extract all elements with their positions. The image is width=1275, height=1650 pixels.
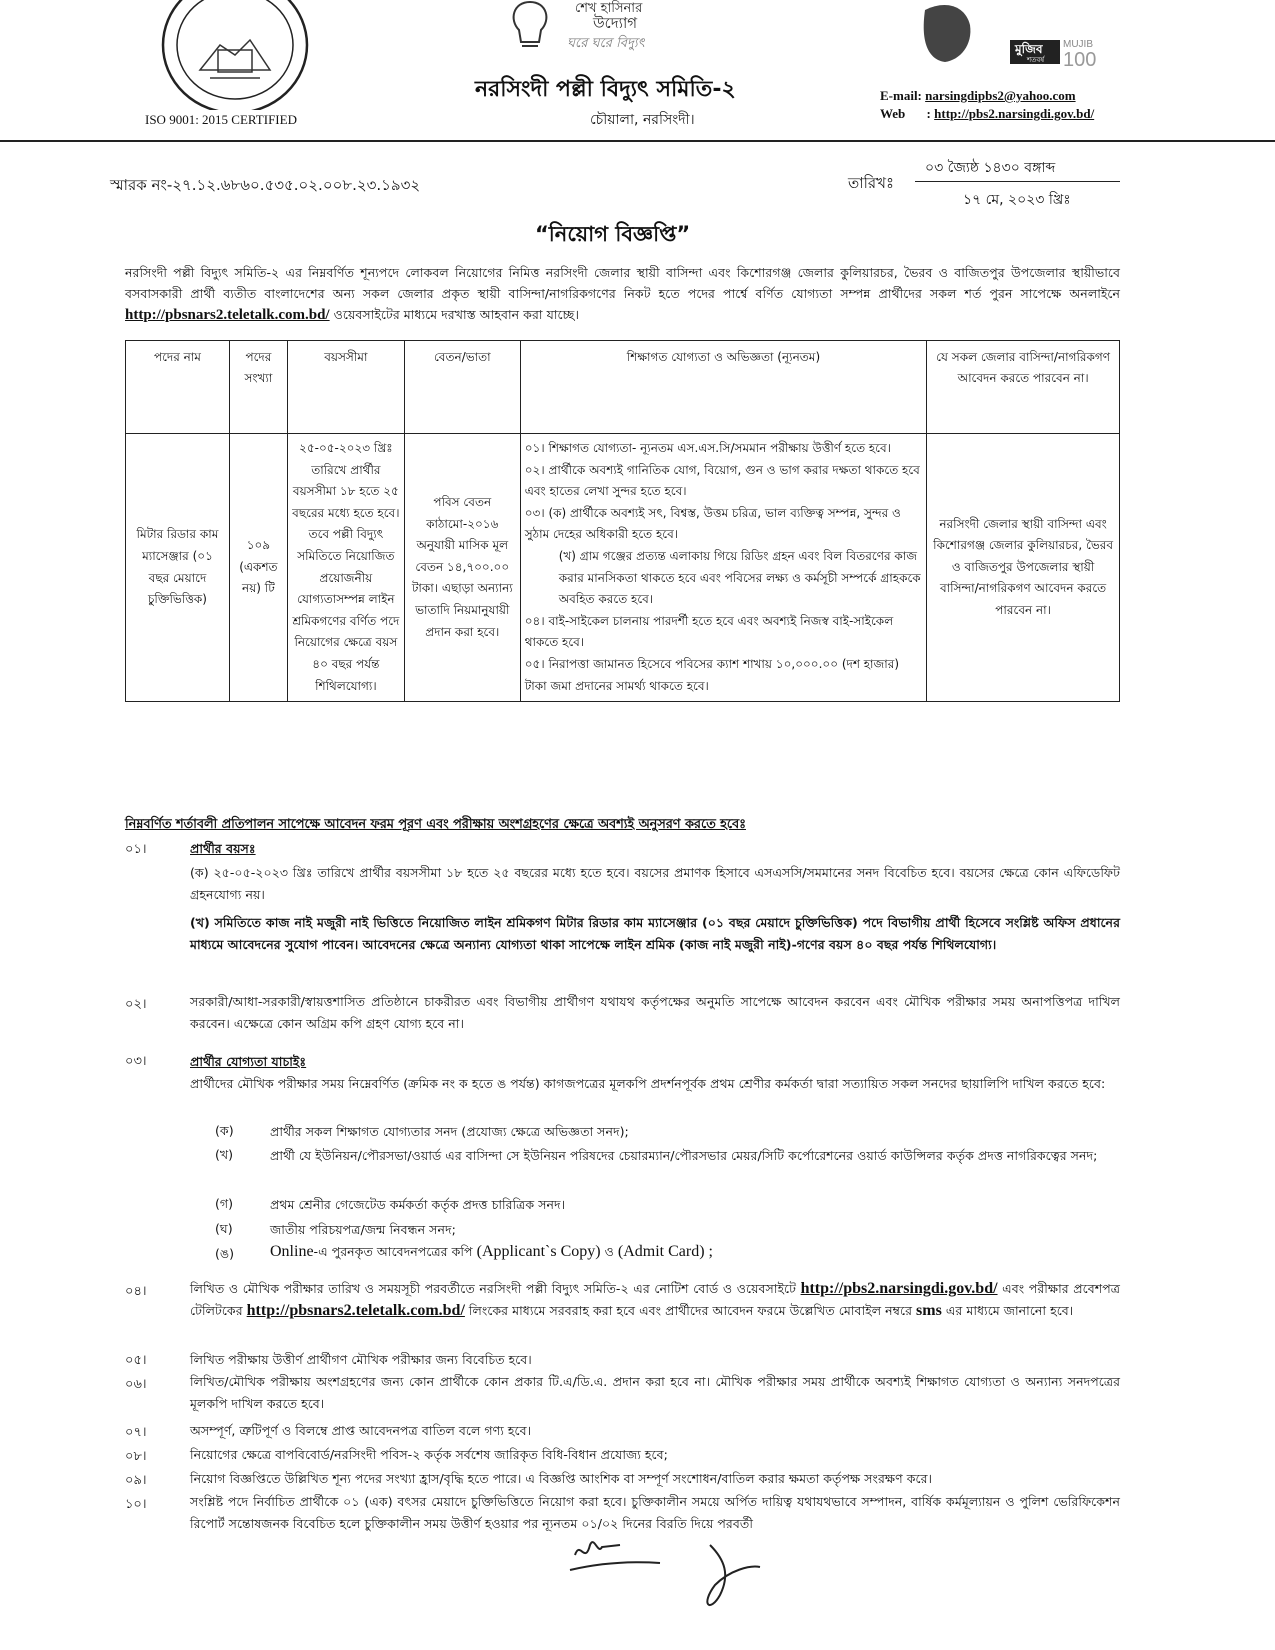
c4-text-2: এবং পরীক্ষার প্রবেশপত্র টেলিটকের [190,1281,1120,1318]
qualification-item: ০১। শিক্ষাগত যোগ্যতা- ন্যূনতম এস.এস.সি/সমমান পরীক্ষায় উত্তীর্ণ হতে হবে। [524,441,891,455]
condition-text: অসম্পূর্ণ, ত্রুটিপূর্ণ ও বিলম্বে প্রাপ্ত আবেদনপত্র বাতিল বলে গণ্য হবে। [190,1423,532,1438]
header-count: পদের সংখ্যা [229,341,287,434]
intro-text-before: নরসিংদী পল্লী বিদ্যুৎ সমিতি-২ এর নিম্নবর্ণিত শূন্যপদে লোকবল নিয়োগের নিমিত্ত নরসিংদী জেলার স্থায়ী বাসিন্দা এবং কিশোরগঞ্জ জেলার কুলিয়ারচর, ভৈরব ও বাজিতপুর উপজেলার স্থায়ীভাবে বসবাসকারী প্রার্থী ব্যতীত বাংলাদেশের অন্য সকল জেলার প্রকৃত স্থায়ী বাসিন্দা/নাগরিকগণের নিকট হতে পদের পার্শ্বে বর্ণিত যোগ্যতা সম্পন্ন প্রার্থীদের সকল শর্ত পুরন সাপেক্ষে অনলাইনে [125,265,1120,301]
condition-number: ০৩। [125,1054,147,1069]
mujib-en-text: MUJIB [1063,39,1093,50]
cell-age: ২৫-০৫-২০২৩ খ্রিঃ তারিখে প্রার্থীর বয়সসীমা ১৮ হতে ২৫ বছরের মধ্যে হতে হবে। তবে পল্লী বিদ্যুৎ সমিতিতে নিয়োজিত প্রয়োজনীয় যোগ্যতাসম্পন্ন লাইন শ্রমিকগণের বর্ণিত পদে নিয়োগের ক্ষেত্রে বয়স ৪০ বছর পর্যন্ত শিথিলযোগ্য। [287,434,404,702]
web-label: Web [880,106,906,121]
conditions-heading: নিম্নবর্ণিত শর্তাবলী প্রতিপালন সাপেক্ষে আবেদন ফরম পূরণ এবং পরীক্ষায় অংশগ্রহণের ক্ষেত্রে অবশ্যই অনুসরণ করতে হবেঃ [125,817,746,832]
notice-board-link[interactable]: http://pbs2.narsingdi.gov.bd/ [800,1280,998,1297]
header-district: যে সকল জেলার বাসিন্দা/নাগরিকগণ আবেদন করতে পারবেন না। [927,341,1120,434]
intro-text-after: ওয়েবসাইটের মাধ্যমে দরখাস্ত আহবান করা যাচ্ছে। [333,307,579,322]
date-divider [915,181,1120,182]
applicant-copy-text: (Applicant`s Copy) [476,1243,601,1260]
header-qualification: শিক্ষাগত যোগ্যতা ও অভিজ্ঞতা (ন্যূনতম) [520,341,926,434]
doc-item-letter: (ঙ) [215,1246,235,1261]
signatures [560,1525,790,1625]
online-copy-text: -এ পুরনকৃত আবেদনপত্রের কপি [313,1244,473,1259]
c4-text-4: এর মাধ্যমে জানানো হবে। [945,1303,1074,1318]
application-link[interactable]: http://pbsnars2.teletalk.com.bd/ [125,307,330,323]
email-link[interactable]: narsingdipbs2@yahoo.com [925,88,1076,103]
admit-card-link[interactable]: http://pbsnars2.teletalk.com.bd/ [246,1302,465,1319]
mujib-bn-text: মুজিব [1015,42,1043,56]
cell-count: ১০৯ (একশত নয়) টি [229,434,287,702]
email-label: E-mail: [880,88,922,103]
qualification-item: ০৫। নিরাপত্তা জামানত হিসেবে পবিসের ক্যাশ শাখায় ১০,০০০.০০ (দশ হাজার) টাকা জমা প্রদানের সামর্থ্য থাকতে হবে। [524,656,900,693]
web-row [880,106,1094,122]
online-word: Online [270,1243,314,1260]
logo-main-text: উদ্যোগ [593,14,638,32]
doc-item-text: প্রার্থীর সকল শিক্ষাগত যোগ্যতার সনদ (প্রযোজ্য ক্ষেত্রে অভিজ্ঞতা সনদ); [270,1124,629,1139]
cell-qualification [520,434,926,702]
date-english: ১৭ মে, ২০২৩ খ্রিঃ [963,192,1071,208]
cell-salary: পবিস বেতন কাঠামো-২০১৬ অনুযায়ী মাসিক মূল বেতন ১৪,৭০০.০০ টাকা। এছাড়া অন্যান্য ভাতাদি নিয়মানুযায়ী প্রদান করা হবে। [404,434,520,702]
condition-text [190,1278,1120,1322]
mujib-num-text: 100 [1063,49,1097,70]
organization-address: চৌয়ালা, নরসিংদী। [590,112,695,128]
condition-text: প্রার্থীদের মৌখিক পরীক্ষার সময় নিম্নেবর্ণিত (ক্রমিক নং ক হতে ঙ পর্যন্ত) কাগজপত্রের মূলকপি প্রদর্শনপূর্বক প্রথম শ্রেণীর কর্মকর্তা দ্বারা সত্যায়িত সকল সনদের ছায়ালিপি দাখিল করতে হবে: [190,1076,1106,1091]
condition-number: ০৫। [125,1353,147,1368]
header-salary: বেতন/ভাতা [404,341,520,434]
web-separator: : [926,106,931,121]
condition-title: প্রার্থীর বয়সঃ [190,841,256,856]
qualification-item: ০৪। বাই-সাইকেল চালনায় পারদর্শী হতে হবে এবং অবশ্যই নিজস্ব বাই-সাইকেল থাকতে হবে। [524,613,894,650]
date-bangla: ০৩ জ্যৈষ্ঠ ১৪৩০ বঙ্গাব্দ [925,160,1056,176]
condition-number: ১০। [125,1497,147,1512]
logo-top-text: শেখ হাসিনার [575,1,643,16]
and-text: ও [604,1244,614,1259]
doc-item-letter: (গ) [215,1196,234,1211]
condition-number: ০৮। [125,1449,147,1464]
date-label: তারিখঃ [848,174,894,192]
header-age: বয়সসীমা [287,341,404,434]
bulb-initiative-logo [495,0,720,55]
condition-text: লিখিত/মৌখিক পরীক্ষায় অংশগ্রহণের জন্য কোন প্রার্থীকে কোন প্রকার টি.এ/ডি.এ. প্রদান করা হবে না। মৌখিক পরীক্ষার সময় প্রার্থীকে অবশ্যই শিক্ষাগত যোগ্যতা ও অন্যান্য সনদপত্রের মূলকপি দাখিল করতে হবে। [190,1374,1120,1411]
logo-sub-text: ঘরে ঘরে বিদ্যুৎ [567,36,645,51]
condition-text: লিখিত পরীক্ষায় উত্তীর্ণ প্রার্থীগণ মৌখিক পরীক্ষার জন্য বিবেচিত হবে। [190,1352,532,1367]
condition-title: প্রার্থীর যোগ্যতা যাচাইঃ [190,1054,307,1069]
c4-text-1: লিখিত ও মৌখিক পরীক্ষার তারিখ ও সময়সূচী পরবর্তীতে নরসিংদী পল্লী বিদ্যুৎ সমিতি-২ এর নোটিশ বোর্ড ও ওয়েবসাইটে [190,1281,796,1296]
doc-item-letter: (খ) [215,1147,234,1162]
cell-post: মিটার রিডার কাম ম্যাসেঞ্জার (০১ বছর মেয়াদে চুক্তিভিত্তিক) [126,434,230,702]
mujib-sub-text: শতবর্ষ [1027,56,1045,64]
condition-number: ০১। [125,842,147,857]
condition-number: ০৭। [125,1425,147,1440]
pbs-seal-logo [150,0,320,110]
doc-item-text [270,1241,1120,1262]
condition-text: (ক) ২৫-০৫-২০২৩ খ্রিঃ তারিখে প্রার্থীর বয়সসীমা ১৮ হতে ২৫ বছরের মধ্যে হতে হবে। বয়সের প্রমাণক হিসাবে এসএসসি/সমমানের সনদ বিবেচিত হবে। বয়সের ক্ষেত্রে কোন এফিডেফিট গ্রহনযোগ্য নয়। [190,865,1120,902]
table-header-row [126,341,1120,434]
header-divider [0,140,1275,142]
organization-name: নরসিংদী পল্লী বিদ্যুৎ সমিতি-২ [475,77,736,102]
vacancy-table [125,340,1120,702]
intro-paragraph [125,262,1120,326]
sms-word: sms [916,1302,942,1319]
doc-item-letter: (ক) [215,1123,234,1138]
qualification-item: ০৩। (ক) প্রার্থীকে অবশ্যই সৎ, বিশ্বস্ত, উত্তম চরিত্র, ভাল ব্যক্তিত্ব সম্পন্ন, সুন্দর ও সুঠাম দেহের অধিকারী হতে হবে। [524,505,901,542]
doc-item-text: প্রার্থী যে ইউনিয়ন/পৌরসভা/ওয়ার্ড এর বাসিন্দা সে ইউনিয়ন পরিষদের চেয়ারম্যান/পৌরসভার মেয়র/সিটি কর্পোরেশনের ওয়ার্ড কাউন্সিলর কর্তৃক প্রদত্ত নাগরিকত্বের সনদ; [270,1148,1098,1163]
mujib-100-logo [915,0,1110,70]
notice-title: “নিয়োগ বিজ্ঞপ্তি” [535,222,691,246]
header-post: পদের নাম [126,341,230,434]
condition-text: সংশ্লিষ্ট পদে নির্বাচিত প্রার্থীকে ০১ (এক) বৎসর মেয়াদে চুক্তিভিত্তিতে নিয়োগ করা হবে। চুক্তিকালীন সময়ে অর্পিত দায়িত্ব যথাযথভাবে সম্পাদন, বার্ষিক কর্মমূল্যায়ন ও পুলিশ ভেরিফিকেশন রিপোর্ট সন্তোষজনক বিবেচিত হলে চুক্তিকালীন সময় উত্তীর্ণ হওয়ার পর ন্যূনতম ০১/০২ দিনের বিরতি দিয়ে পরবর্তী [190,1494,1120,1531]
condition-number: ০৯। [125,1473,147,1488]
condition-number: ০২। [125,997,147,1012]
admit-card-text: (Admit Card) ; [617,1243,713,1260]
doc-item-text: প্রথম শ্রেনীর গেজেটেড কর্মকর্তা কর্তৃক প্রদত্ত চারিত্রিক সনদ। [270,1197,566,1212]
c4-text-3: লিংকের মাধ্যমে সরবরাহ করা হবে এবং প্রার্থীদের আবেদন ফরমে উল্লেখিত মোবাইল নম্বরে [468,1303,913,1318]
qualification-item: (খ) গ্রাম গঞ্জের প্রত্যন্ত এলাকায় গিয়ে রিডিং গ্রহন এবং বিল বিতরণের কাজ করার মানসিকতা থাকতে হবে এবং পবিসের লক্ষ্য ও কর্মসূচী সম্পর্কে গ্রাহককে অবহিত করতে হবে। [558,548,921,607]
table-row [126,434,1120,702]
condition-text: সরকারী/আধা-সরকারী/স্বায়ত্তশাসিত প্রতিষ্ঠানে চাকরীরত এবং বিভাগীয় প্রার্থীগণ যথাযথ কর্তৃপক্ষের অনুমতি সাপেক্ষে আবেদন করবেন এবং মৌখিক পরীক্ষার সময় অনাপত্তিপত্র দাখিল করবেন। এক্ষেত্রে কোন অগ্রিম কপি গ্রহণ যোগ্য হবে না। [190,994,1120,1031]
qualification-item: ০২। প্রার্থীকে অবশ্যই গানিতিক যোগ, বিয়োগ, গুন ও ভাগ করার দক্ষতা থাকতে হবে এবং হাতের লেখা সুন্দর হতে হবে। [524,462,920,499]
condition-number: ০৬। [125,1377,147,1392]
doc-item-letter: (ঘ) [215,1221,233,1236]
condition-text: নিয়োগ বিজ্ঞপ্তিতে উল্লিখিত শূন্য পদের সংখ্যা হ্রাস/বৃদ্ধি হতে পারে। এ বিজ্ঞপ্তি আংশিক বা সম্পূর্ণ সংশোধন/বাতিল করার ক্ষমতা কর্তৃপক্ষ সংরক্ষণ করে। [190,1471,933,1486]
web-link[interactable]: http://pbs2.narsingdi.gov.bd/ [934,106,1095,121]
condition-number: ০৪। [125,1284,147,1299]
iso-certification: ISO 9001: 2015 CERTIFIED [145,112,297,127]
memo-reference: স্মারক নং-২৭.১২.৬৮৬০.৫৩৫.০২.০০৮.২৩.১৯৩২ [110,176,421,194]
condition-text: নিয়োগের ক্ষেত্রে বাপবিবোর্ড/নরসিংদী পবিস-২ কর্তৃক সর্বশেষ জারিকৃত বিধি-বিধান প্রযোজ্য হবে; [190,1447,668,1462]
email-row [880,88,1076,104]
condition-text: (খ) সমিতিতে কাজ নাই মজুরী নাই ভিত্তিতে নিয়োজিত লাইন শ্রমিকগণ মিটার রিডার কাম ম্যাসেঞ্জার (০১ বছর মেয়াদে চুক্তিভিত্তিক) পদে বিভাগীয় প্রার্থী হিসেবে সংশ্লিষ্ট অফিস প্রধানের মাধ্যমে আবেদনের সুযোগ পাবেন। আবেদনের ক্ষেত্রে অন্যান্য যোগ্যতা থাকা সাপেক্ষে লাইন শ্রমিক (কাজ নাই মজুরী নাই)-গণের বয়স ৪০ বছর পর্যন্ত শিথিলযোগ্য। [190,915,1120,952]
cell-district: নরসিংদী জেলার স্থায়ী বাসিন্দা এবং কিশোরগঞ্জ জেলার কুলিয়ারচর, ভৈরব ও বাজিতপুর উপজেলার স্থায়ী বাসিন্দা/নাগরিকগণ আবেদন করতে পারবেন না। [927,434,1120,702]
doc-item-text: জাতীয় পরিচয়পত্র/জন্ম নিবন্ধন সনদ; [270,1222,456,1237]
